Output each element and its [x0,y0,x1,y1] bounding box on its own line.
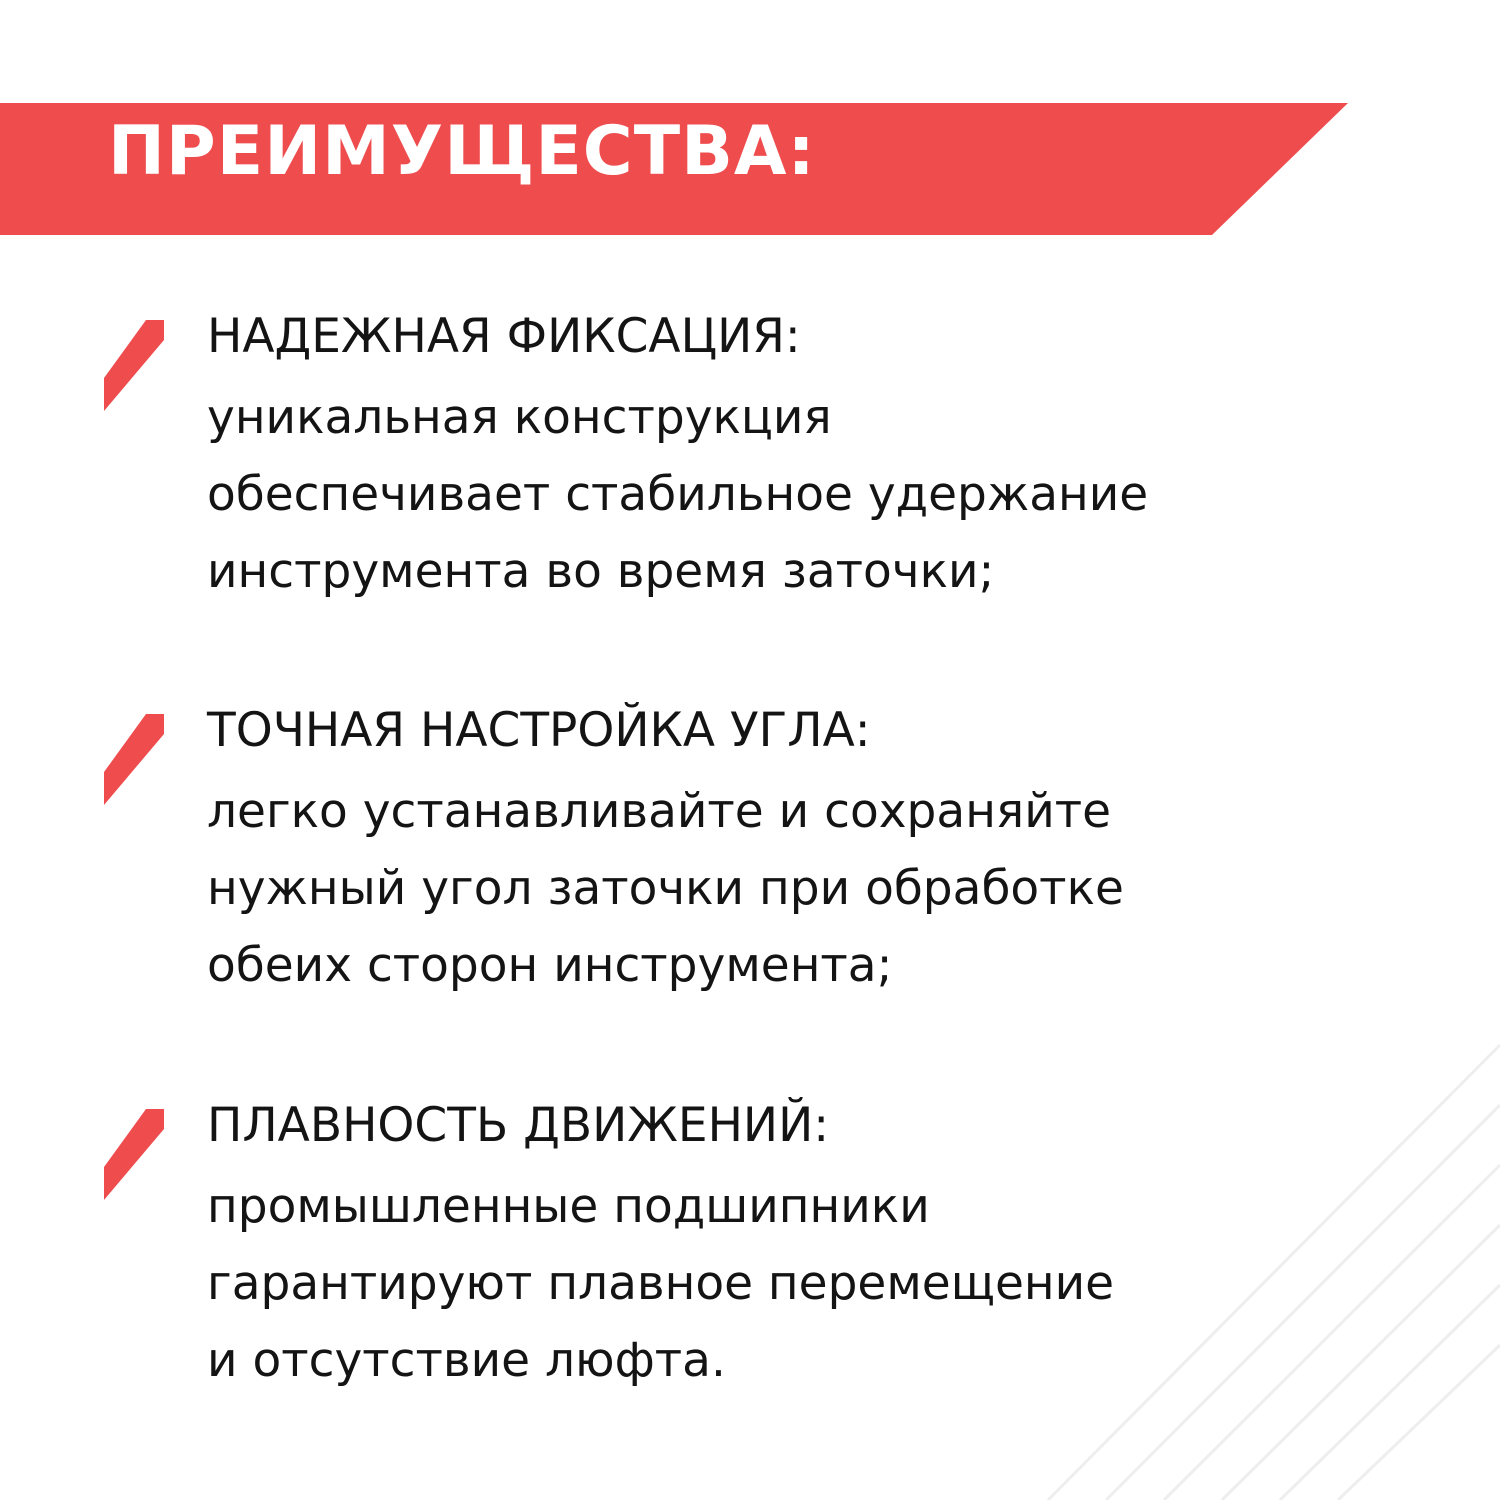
benefit-title: ТОЧНАЯ НАСТРОЙКА УГЛА: [207,703,871,758]
benefit-description-line: промышленные подшипники [207,1179,930,1234]
slash-icon [102,712,164,807]
benefit-description [207,1168,1114,1399]
benefit-description [207,773,1124,1004]
benefit-description-line: гарантируют плавное перемещение [207,1256,1115,1311]
benefit-description-line: уникальная конструкция [207,390,832,445]
slash-icon [102,1107,164,1202]
benefit-description [207,379,1148,610]
page-title: ПРЕИМУЩЕСТВА: [108,112,816,191]
benefit-description-line: легко устанавливайте и сохраняйте [207,784,1112,839]
slash-icon [102,318,164,413]
benefit-description-line: нужный угол заточки при обработке [207,861,1124,916]
benefit-title: НАДЕЖНАЯ ФИКСАЦИЯ: [207,309,801,364]
benefit-description-line: обеих сторон инструмента; [207,938,893,993]
benefit-description-line: обеспечивает стабильное удержание [207,467,1149,522]
benefit-description-line: инструмента во время заточки; [207,544,995,599]
benefit-title: ПЛАВНОСТЬ ДВИЖЕНИЙ: [207,1098,830,1153]
benefit-description-line: и отсутствие люфта. [207,1333,726,1388]
